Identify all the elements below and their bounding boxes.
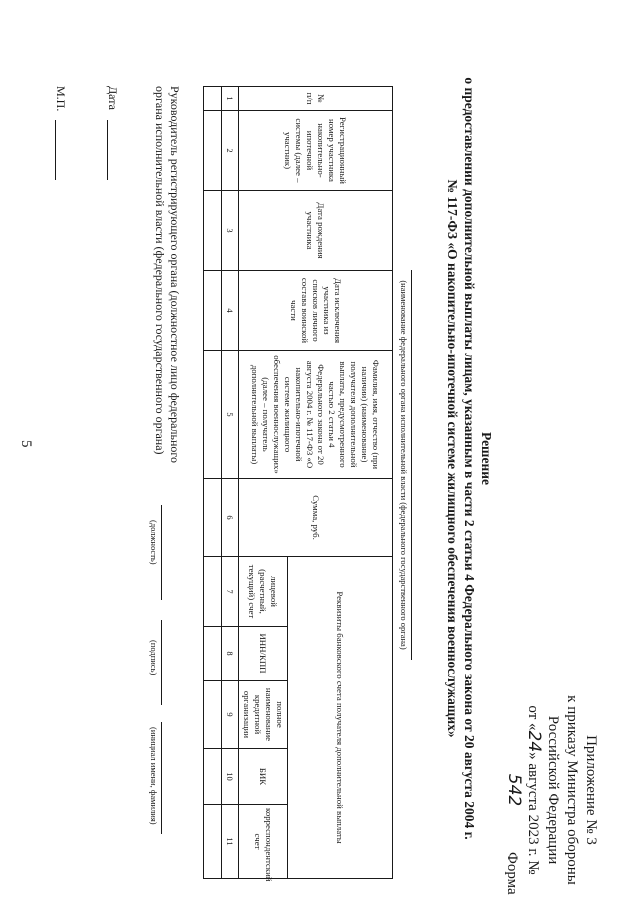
column-number: 1 <box>222 87 239 111</box>
column-number: 3 <box>222 191 239 271</box>
appendix-date-day: 24 <box>524 730 544 753</box>
header-registration-number: Регистрационный номер участника накопительно-ипотечной системы (далее – участник) <box>239 111 393 191</box>
header-account: лицевой (расчетный, текущий) счет <box>239 557 288 627</box>
position-line <box>161 505 162 600</box>
signature-caption: (подпись) <box>149 640 159 676</box>
column-number: 8 <box>222 627 239 681</box>
empty-cell <box>204 87 222 111</box>
column-number: 5 <box>222 351 239 479</box>
stamp-line <box>55 120 56 180</box>
empty-cell <box>204 191 222 271</box>
title-line-2: о предоставлении дополнительной выплаты лицам, указанным в части 2 статьи 4 Федерального закона от 20 августа 2004 г. <box>462 77 477 840</box>
appendix-line-2: к приказу Министра обороны <box>564 695 580 885</box>
empty-cell <box>204 479 222 557</box>
signature-line-2: органа исполнительной власти (федерального государственного органа) <box>153 86 167 455</box>
decision-table <box>203 86 393 882</box>
header-inn-kpp: ИНН/КПП <box>239 627 288 681</box>
header-exclusion-date: Дата исключения участника из списков личного состава воинской части <box>239 271 393 351</box>
column-number: 4 <box>222 271 239 351</box>
appendix-date-prefix: от « <box>525 705 541 731</box>
name-line <box>161 722 162 834</box>
signature-block <box>152 86 182 463</box>
column-number: 2 <box>222 111 239 191</box>
header-birth-date: Дата рождения участника <box>239 191 393 271</box>
date-line <box>107 120 108 180</box>
appendix-date-mid: » августа 2023 г. № <box>525 752 541 875</box>
org-name-line <box>411 270 412 660</box>
title-line-3: № 117-ФЗ «О накопительно-ипотечной системе жилищного обеспечения военнослужащих» <box>445 179 460 738</box>
header-amount: Сумма, руб. <box>239 479 393 557</box>
empty-cell <box>204 805 222 879</box>
header-corr-account: корреспондентский счет <box>239 805 288 879</box>
stamp-label: М.П. <box>54 86 68 112</box>
column-number: 7 <box>222 557 239 627</box>
column-number: 6 <box>222 479 239 557</box>
header-bank-name: полное наименование кредитной организации <box>239 681 288 749</box>
page-number: 5 <box>18 440 34 448</box>
empty-cell <box>204 557 222 627</box>
empty-cell <box>204 111 222 191</box>
appendix-order-number: 542 <box>504 773 524 807</box>
header-bik: БИК <box>239 749 288 805</box>
position-caption: (должность) <box>149 520 159 565</box>
header-bank-details-group: Реквизиты банковского счета получателя дополнительной выплаты <box>288 557 393 879</box>
appendix-line-1: Приложение № 3 <box>583 735 599 845</box>
signature-line <box>161 620 162 705</box>
empty-cell <box>204 681 222 749</box>
header-recipient-name: Фамилия, имя, отчество (при наличии) (наименование) получателя дополнительной выплаты, предусмотренного частью 2 статьи 4 Федерального закона от 20 августа 2004 г. № 117-ФЗ «О накопительно-ипотечной системе жилищного обеспечения военнослужащих» (далее – получатель дополнительной выплаты) <box>239 351 393 479</box>
date-label: Дата <box>106 86 120 110</box>
empty-cell <box>204 627 222 681</box>
column-number: 9 <box>222 681 239 749</box>
column-numbers-row <box>222 87 239 879</box>
title-line-1: Решение <box>479 432 494 485</box>
appendix-line-3: Российской Федерации <box>545 715 561 865</box>
empty-cell <box>204 351 222 479</box>
empty-cell <box>204 271 222 351</box>
column-number: 11 <box>222 805 239 879</box>
name-caption: (инициал имени, фамилия) <box>149 727 159 825</box>
empty-cell <box>204 749 222 805</box>
org-name-caption: (наименование федерального органа исполнительной власти (федерального государственного органа) <box>399 280 409 650</box>
column-number: 10 <box>222 749 239 805</box>
document-title <box>444 0 495 917</box>
signature-line-1: Руководитель регистрирующего органа (должностное лицо федерального <box>168 86 182 464</box>
form-label: Форма <box>504 852 520 895</box>
empty-data-row <box>204 87 222 879</box>
header-number: № п/п <box>239 87 393 111</box>
